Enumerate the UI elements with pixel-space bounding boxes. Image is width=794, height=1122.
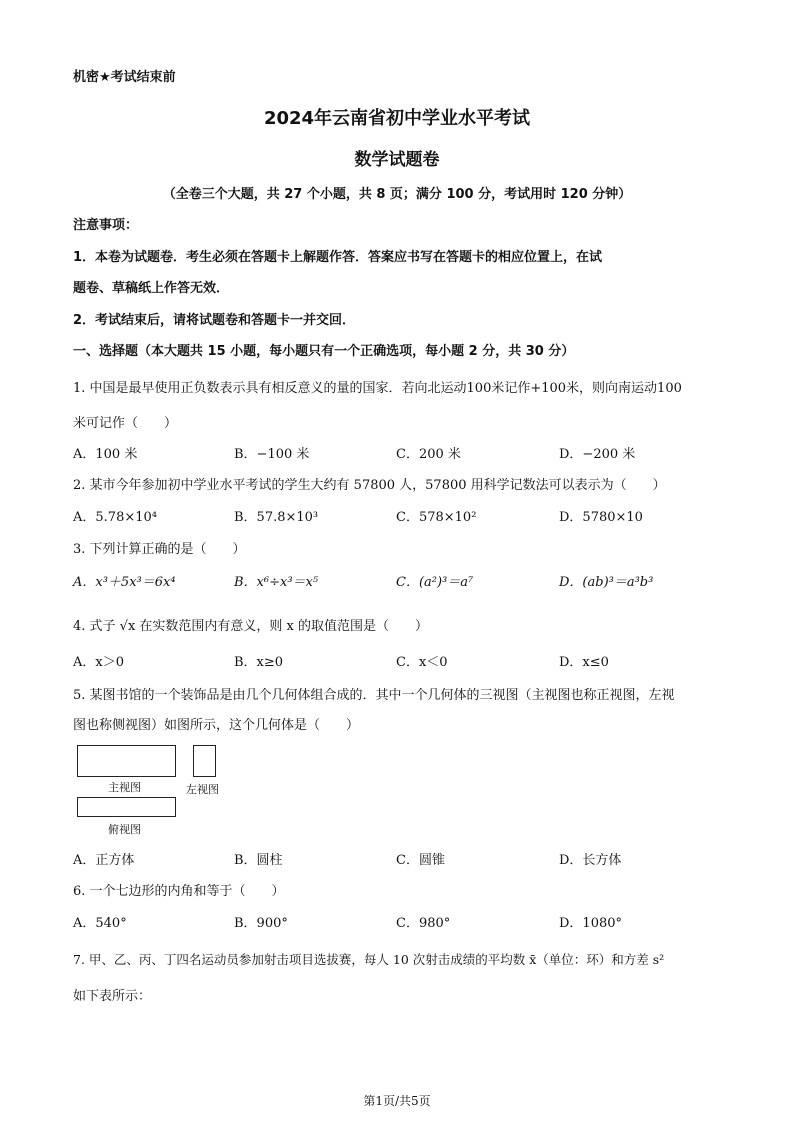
exam-range-note: （全卷三个大题，共 27 个小题，共 8 页；满分 100 分，考试用时 120 分钟） bbox=[162, 187, 632, 202]
question-3-option-c: C．(a²)³＝a⁷ bbox=[396, 575, 474, 590]
left-view-rectangle bbox=[193, 745, 216, 777]
question-3-option-d: D．(ab)³＝a³b³ bbox=[559, 575, 654, 590]
question-3-stem: 3. 下列计算正确的是（ ） bbox=[73, 542, 246, 557]
question-1-option-a: A．100 米 bbox=[73, 447, 138, 462]
question-2-option-a: A．5.78×10⁴ bbox=[73, 510, 157, 525]
exam-subtitle: 数学试题卷 bbox=[354, 150, 440, 170]
question-1-stem-cont: 米可记作（ ） bbox=[73, 416, 178, 431]
question-4-option-d: D．x≤0 bbox=[559, 655, 609, 670]
notice-heading: 注意事项： bbox=[73, 218, 139, 233]
question-5-option-c: C．圆锥 bbox=[396, 853, 445, 868]
question-2-option-b: B．57.8×10³ bbox=[234, 510, 319, 525]
left-view-caption: 左视图 bbox=[186, 783, 219, 796]
question-5-option-d: D．长方体 bbox=[559, 853, 622, 868]
top-view-caption: 俯视图 bbox=[108, 823, 141, 836]
question-4-option-c: C．x＜0 bbox=[396, 655, 448, 670]
question-6-stem: 6. 一个七边形的内角和等于（ ） bbox=[73, 884, 285, 899]
question-2-stem: 2. 某市今年参加初中学业水平考试的学生大约有 57800 人，57800 用科学记数法可以表示为（ ） bbox=[73, 478, 666, 493]
question-1-option-d: D．−200 米 bbox=[559, 447, 636, 462]
question-5-option-b: B．圆柱 bbox=[234, 853, 283, 868]
question-7-stem-cont: 如下表所示： bbox=[73, 989, 152, 1004]
page-footer: 第1页/共5页 bbox=[363, 1094, 431, 1108]
section-heading-choice: 一、选择题（本大题共 15 小题，每小题只有一个正确选项，每小题 2 分，共 30 分） bbox=[73, 344, 575, 359]
question-3-option-b: B．x⁶÷x³＝x⁵ bbox=[234, 575, 319, 590]
question-5-option-a: A．正方体 bbox=[73, 853, 135, 868]
question-1-option-b: B．−100 米 bbox=[234, 447, 310, 462]
question-1-stem: 1. 中国是最早使用正负数表示具有相反意义的量的国家．若向北运动100米记作+100米，则向南运动100 bbox=[73, 381, 682, 396]
question-5-stem: 5. 某图书馆的一个装饰品是由几个几何体组合成的．其中一个几何体的三视图（主视图也称正视图，左视 bbox=[73, 688, 675, 703]
question-1-option-c: C．200 米 bbox=[396, 447, 461, 462]
question-6-option-c: C．980° bbox=[396, 916, 451, 931]
exam-title: 2024年云南省初中学业水平考试 bbox=[263, 108, 531, 129]
top-view-rectangle bbox=[77, 797, 176, 817]
question-7-stem: 7. 甲、乙、丙、丁四名运动员参加射击项目选拔赛，每人 10 次射击成绩的平均数 x̄（单位：环）和方差 s² bbox=[73, 952, 665, 967]
question-4-option-a: A．x＞0 bbox=[73, 655, 124, 670]
notice-item-1: 1．本卷为试题卷．考生必须在答题卡上解题作答．答案应书写在答题卡的相应位置上，在试 bbox=[73, 250, 603, 265]
question-3-option-a: A．x³＋5x³＝6x⁴ bbox=[73, 575, 176, 590]
question-5-stem-cont: 图也称侧视图）如图所示，这个几何体是（ ） bbox=[73, 718, 360, 733]
front-view-caption: 主视图 bbox=[108, 781, 141, 794]
question-6-option-b: B．900° bbox=[234, 916, 288, 931]
question-2-option-d: D．5780×10 bbox=[559, 510, 643, 525]
question-6-option-d: D．1080° bbox=[559, 916, 623, 931]
question-2-option-c: C．578×10² bbox=[396, 510, 477, 525]
notice-item-2: 2．考试结束后，请将试题卷和答题卡一并交回． bbox=[73, 313, 356, 328]
question-4-stem: 4. 式子 √x 在实数范围内有意义，则 x 的取值范围是（ ） bbox=[73, 619, 429, 634]
question-4-option-b: B．x≥0 bbox=[234, 655, 284, 670]
notice-item-1-cont: 题卷、草稿纸上作答无效． bbox=[73, 281, 230, 296]
confidential-label: 机密★考试结束前 bbox=[73, 70, 176, 85]
question-6-option-a: A．540° bbox=[73, 916, 127, 931]
front-view-rectangle bbox=[77, 745, 176, 777]
